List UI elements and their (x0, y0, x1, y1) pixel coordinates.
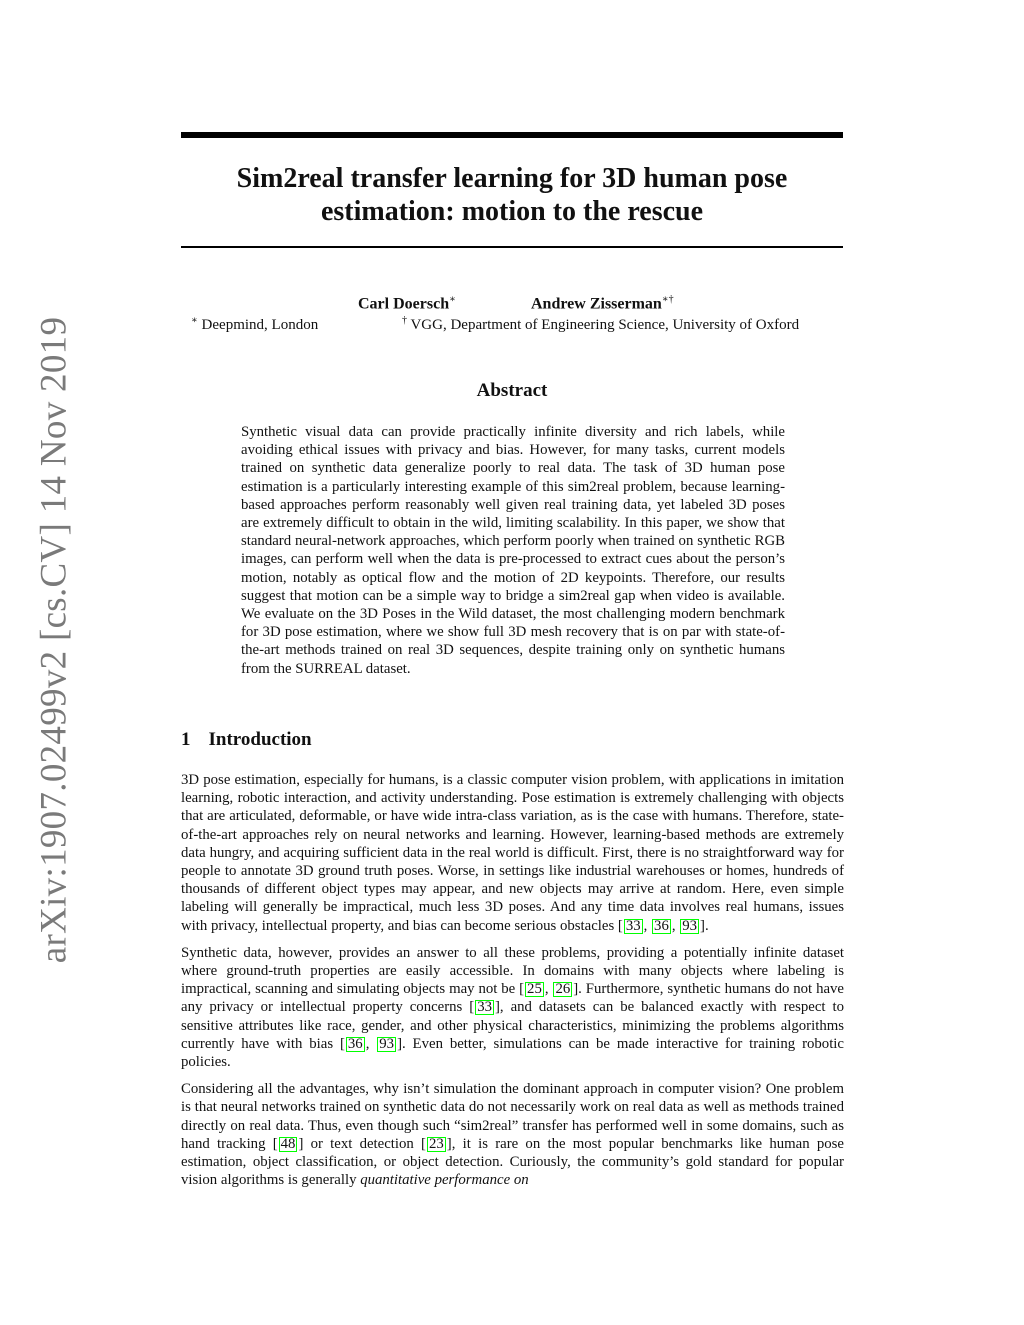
citation-link[interactable]: 23 (428, 1135, 444, 1152)
paragraph-2 (181, 944, 844, 1071)
paper-title-line-1: Sim2real transfer learning for 3D human pose (236, 163, 788, 194)
paragraph-2-text-a: Synthetic data, however, provides an answer to all these problems, providing a potentially infinite dataset where ground-truth properties are easily accessible. In domains with many objects where labeling is impractical, scanning and simulating objects may not be [ (181, 944, 844, 998)
paragraph-3-italic: quantitative performance on (360, 1172, 529, 1189)
paragraph-2-text-b: ]. Furthermore, synthetic humans do not have any privacy or intellectual property concerns [ (181, 981, 844, 1016)
citation-link[interactable]: 48 (280, 1135, 296, 1152)
affiliation-1-mark: ∗ (191, 315, 198, 326)
paper-title-line-2: estimation: motion to the rescue (320, 196, 704, 227)
paragraph-1 (181, 771, 844, 935)
author-2-marks: ∗† (661, 294, 674, 305)
author-2-name: Andrew Zisserman (531, 295, 662, 313)
affiliation-1 (191, 315, 318, 334)
section-heading (181, 729, 312, 751)
paragraph-2-text-c: ], and datasets can be balanced exactly with respect to sensitive attributes like race, gender, and other physical characteristics, minimizing the problems algorithms currently have with bias [ (181, 999, 844, 1052)
title-rule-top (181, 132, 843, 138)
citation-link[interactable]: 36 (654, 917, 669, 934)
paragraph-1-end: ]. (700, 917, 709, 934)
affiliation-2-mark: † (402, 315, 407, 326)
introduction-body (181, 771, 844, 1198)
paragraph-3-text-b: ] or text detection [ (298, 1135, 426, 1152)
author-1-marks: ∗ (449, 294, 456, 305)
paragraph-3-text-c: ], it is rare on the most popular benchmarks like human pose estimation, object classification, or object detection. Curiously, the community’s gold standard for popular vision algorithms is generally (181, 1135, 844, 1189)
paragraph-1-text: 3D pose estimation, especially for humans, is a classic computer vision problem, with applications in imitation learning, robotic interaction, and activity understanding. Pose estimation is extremely challenging with objects that are articulated, deformable, or have wide intra-class variation, as is the case with humans. Therefore, state-of-the-art approaches rely on neural networks and learning. However, learning-based methods are extremely data hungry, and acquiring sufficient data in the real world is difficult. First, there is no straightforward way for people to annotate 3D ground truth poses. Worse, in settings like industrial warehouses or homes, hundreds of thousands of different object types may appear, and new objects may arrive at random. Here, even simple labeling will generally be impractical, much less 3D poses. And any time data involves real humans, issues with privacy, intellectual property, and bias can become serious obstacles [ (181, 772, 844, 934)
section-number: 1 (181, 729, 191, 750)
section-title: Introduction (208, 729, 312, 750)
citation-separator: , (671, 917, 680, 934)
citation-separator: , (365, 1035, 377, 1052)
citation-link[interactable]: 33 (625, 917, 641, 934)
paragraph-3-text-a: Considering all the advantages, why isn’t simulation the dominant approach in computer vision? One problem is that neural networks trained on synthetic data do not necessarily work on real data as well as methods trained directly on real data. Thus, even though such “sim2real” transfer has performed well in some domains, such as hand tracking [ (181, 1081, 844, 1152)
affiliation-2 (402, 315, 799, 334)
abstract-heading: Abstract (476, 380, 548, 401)
title-rule-bottom (181, 246, 843, 248)
affiliation-2-text: VGG, Department of Engineering Science, University of Oxford (407, 317, 800, 333)
author-1 (358, 294, 456, 313)
citation-link[interactable]: 26 (555, 981, 571, 998)
citation-link[interactable]: 93 (682, 917, 698, 934)
arxiv-identifier: arXiv:1907.02499v2 [cs.CV] 14 Nov 2019 (33, 316, 75, 964)
paragraph-3 (181, 1080, 844, 1189)
author-1-name: Carl Doersch (358, 295, 450, 313)
citation-link[interactable]: 25 (527, 981, 542, 998)
citation-link[interactable]: 33 (477, 999, 492, 1016)
paragraph-2-text-d: ]. Even better, simulations can be made interactive for training robotic policies. (181, 1035, 844, 1071)
citation-link[interactable]: 93 (379, 1035, 395, 1052)
citation-link[interactable]: 36 (347, 1035, 363, 1052)
abstract-body: Synthetic visual data can provide practically infinite diversity and rich labels, while avoiding ethical issues with privacy and bias. However, for many tasks, current models trained on synthetic data generalize poorly to real data. The task of 3D human pose estimation is a particularly interesting example of this sim2real problem, because learning-based approaches perform reasonably well given real training data, yet labeled 3D poses are extremely difficult to obtain in the wild, limiting scalability. In this paper, we show that standard neural-network approaches, which perform poorly when trained on synthetic RGB images, can perform well when the data is pre-processed to extract cues about the person’s motion, notably as optical flow and the motion of 2D keypoints. Therefore, our results suggest that motion can be a simple way to bridge a sim2real gap when video is available. We evaluate on the 3D Poses in the Wild dataset, the most challenging modern benchmark for 3D pose estimation, where we show full 3D mesh recovery that is on par with state-of-the-art methods trained on real 3D sequences, despite training only on synthetic humans from the SURREAL dataset. (241, 424, 785, 677)
citation-separator: , (643, 917, 652, 934)
paper-title (181, 162, 843, 228)
citation-separator: , (544, 981, 553, 998)
author-2 (531, 294, 674, 313)
affiliation-1-text: Deepmind, London (197, 317, 319, 333)
